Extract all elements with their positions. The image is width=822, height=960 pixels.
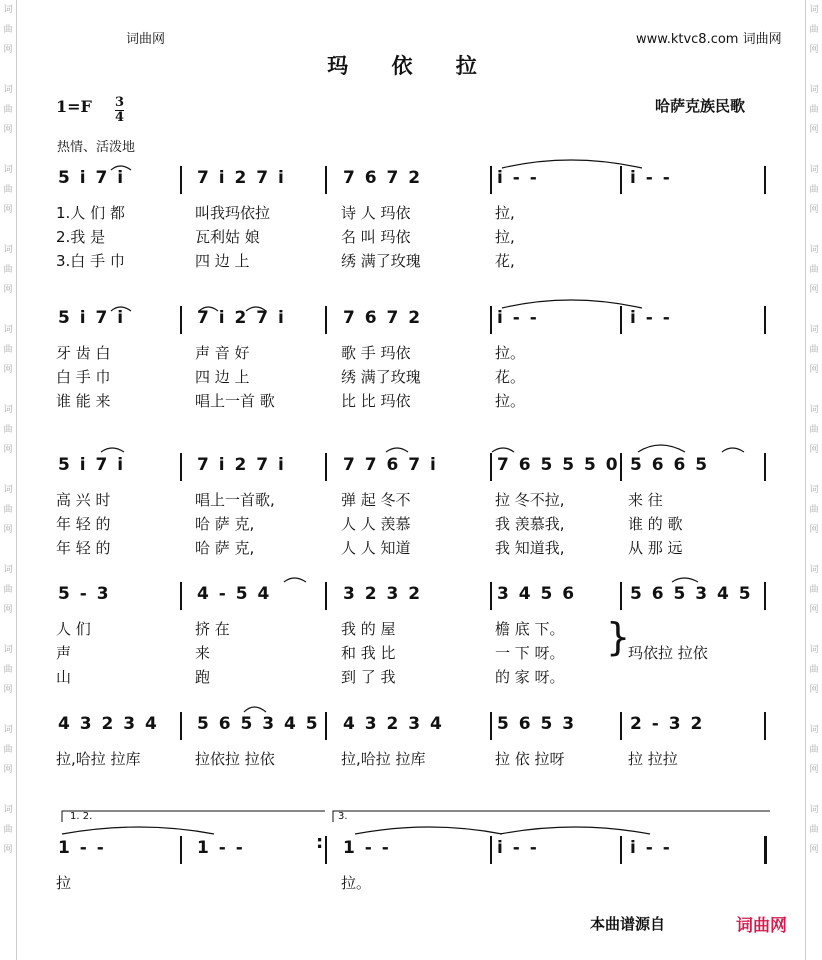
measure-notes: 7 7 6 7 i [343,455,438,475]
bar-line [180,306,182,334]
lyric-text: 我 知道我, [495,539,565,557]
lyric-text: 拉,哈拉 拉库 [341,750,426,768]
lyric-text: 玛依拉 拉依 [628,644,708,662]
lyric-text: 来 [195,644,211,662]
lyric-text: 人 人 羡慕 [341,515,411,533]
lyric-text: 瓦利姑 娘 [195,228,260,246]
lyric-text: 跑 [195,668,211,686]
measure-notes: 1 - - [343,838,391,858]
measure-notes: i - - [497,308,539,328]
lyric-text: 拉。 [495,392,526,410]
lyric-text: 哈 萨 克, [195,539,255,557]
bar-line [180,836,182,864]
lyric-text: 四 边 上 [195,252,250,270]
lyric-text: 年 轻 的 [56,515,111,533]
lyric-text: 唱上一首 歌 [195,392,275,410]
measure-notes: 1 - - [58,838,106,858]
footer-brand[interactable]: 词曲网 [736,916,787,936]
lyric-text: 哈 萨 克, [195,515,255,533]
bar-line [490,453,492,481]
lyric-text: 檐 底 下。 [495,620,565,638]
lyric-text: 2.我 是 [56,228,106,246]
measure-notes: 5 i 7 i [58,455,126,475]
lyric-text: 人 人 知道 [341,539,411,557]
lyric-text: 拉 [56,874,72,892]
bar-line [180,712,182,740]
refrain-brace: } [606,615,631,659]
lyric-text: 3.白 手 巾 [56,252,125,270]
bar-line [490,166,492,194]
lyric-text: 山 [56,668,72,686]
right-watermark-strip: 词 曲 网 词 曲 网 词 曲 网 词 曲 网 词 曲 网 词 曲 网 词 曲 网 词 曲 网 词 曲 网 词 曲 网 词 曲 网 [805,0,822,960]
measure-notes: 7 6 5 5 5 0 [497,455,620,475]
bar-line [764,712,766,740]
lyric-text: 歌 手 玛依 [341,344,411,362]
lyric-text: 拉,哈拉 拉库 [56,750,141,768]
repeat-sign: : [316,832,324,853]
tempo-marking: 热情、活泼地 [57,140,136,155]
lyric-text: 花, [495,252,515,270]
bar-line [490,712,492,740]
bar-line [490,836,492,864]
bar-line [325,166,327,194]
measure-notes: 5 i 7 i [58,308,126,328]
watermark-top-left: 词曲网 [126,32,166,47]
measure-notes: 7 i 2 7 i [197,168,286,188]
lyric-text: 拉, [495,228,515,246]
measure-notes: 7 i 2 7 i [197,308,286,328]
bar-line [620,306,622,334]
song-origin: 哈萨克族民歌 [655,97,746,115]
bar-line [490,306,492,334]
measure-notes: 7 i 2 7 i [197,455,286,475]
bar-line [180,166,182,194]
lyric-text: 谁 的 歌 [628,515,683,533]
lyric-text: 绣 满了玫瑰 [341,368,421,386]
lyric-text: 拉 依 拉呀 [495,750,565,768]
lyric-text: 花。 [495,368,526,386]
lyric-text: 白 手 巾 [56,368,111,386]
bar-line [764,453,766,481]
bar-line [764,582,766,610]
lyric-text: 高 兴 时 [56,491,111,509]
lyric-text: 拉依拉 拉依 [195,750,275,768]
bar-line [325,836,327,864]
lyric-text: 拉。 [495,344,526,362]
lyric-text: 拉, [495,204,515,222]
lyric-text: 牙 齿 白 [56,344,111,362]
lyric-text: 从 那 远 [628,539,683,557]
measure-notes: 5 6 6 5 [630,455,710,475]
bar-line [620,582,622,610]
key-signature: 1=F [56,97,92,116]
time-sig-top: 3 [115,95,125,110]
lyric-text: 挤 在 [195,620,230,638]
bar-line [180,453,182,481]
lyric-text: 我 羡慕我, [495,515,565,533]
bar-line [490,582,492,610]
song-title: 玛 依 拉 [327,53,495,78]
measure-notes: 7 6 7 2 [343,168,423,188]
bar-line [764,166,766,194]
lyric-text: 的 家 呀。 [495,668,565,686]
measure-notes: 3 4 5 6 [497,584,577,604]
lyric-text: 弹 起 冬不 [341,491,411,509]
lyric-text: 声 音 好 [195,344,250,362]
lyric-text: 来 往 [628,491,663,509]
lyric-text: 一 下 呀。 [495,644,565,662]
left-watermark-strip: 词 曲 网 词 曲 网 词 曲 网 词 曲 网 词 曲 网 词 曲 网 词 曲 网 词 曲 网 词 曲 网 词 曲 网 词 曲 网 [0,0,17,960]
measure-notes: i - - [630,838,672,858]
measure-notes: 4 - 5 4 [197,584,272,604]
lyric-text: 四 边 上 [195,368,250,386]
measure-notes: 5 6 5 3 4 5 [630,584,753,604]
measure-notes: 5 6 5 3 [497,714,577,734]
bar-line [764,306,766,334]
lyric-text: 绣 满了玫瑰 [341,252,421,270]
lyric-text: 拉 冬不拉, [495,491,565,509]
measure-notes: 7 6 7 2 [343,308,423,328]
watermark-top-right: www.ktvc8.com 词曲网 [636,32,782,47]
measure-notes: i - - [497,168,539,188]
measure-notes: i - - [630,308,672,328]
bar-line [620,712,622,740]
measure-notes: i - - [497,838,539,858]
bar-line [325,306,327,334]
lyric-text: 声 [56,644,72,662]
lyric-text: 我 的 屋 [341,620,396,638]
bar-line [325,582,327,610]
lyric-text: 1.人 们 都 [56,204,125,222]
lyric-text: 比 比 玛依 [341,392,411,410]
lyric-text: 人 们 [56,620,91,638]
bar-line [620,453,622,481]
footer-source: 本曲谱源自 [590,915,666,933]
lyric-text: 拉。 [341,874,372,892]
lyric-text: 诗 人 玛依 [341,204,411,222]
measure-notes: 5 - 3 [58,584,111,604]
time-signature [115,96,124,125]
lyric-text: 叫我玛依拉 [195,204,271,222]
bar-line [325,712,327,740]
measure-notes: 5 6 5 3 4 5 [197,714,320,734]
lyric-text: 唱上一首歌, [195,491,275,509]
lyric-text: 年 轻 的 [56,539,111,557]
bar-line [180,582,182,610]
measure-notes: 1 - - [197,838,245,858]
measure-notes: 3 2 3 2 [343,584,423,604]
lyric-text: 名 叫 玛依 [341,228,411,246]
bar-line [325,453,327,481]
measure-notes: 4 3 2 3 4 [58,714,159,734]
lyric-text: 拉 拉拉 [628,750,678,768]
bar-line [764,836,767,864]
bar-line [620,836,622,864]
measure-notes: 2 - 3 2 [630,714,705,734]
volta-1: 1. 2. [70,811,93,822]
measure-notes: 5 i 7 i [58,168,126,188]
lyric-text: 和 我 比 [341,644,396,662]
lyric-text: 谁 能 来 [56,392,111,410]
bar-line [620,166,622,194]
volta-2: 3. [338,811,348,822]
measure-notes: 4 3 2 3 4 [343,714,444,734]
time-sig-bottom: 4 [115,110,125,125]
lyric-text: 到 了 我 [341,668,396,686]
measure-notes: i - - [630,168,672,188]
